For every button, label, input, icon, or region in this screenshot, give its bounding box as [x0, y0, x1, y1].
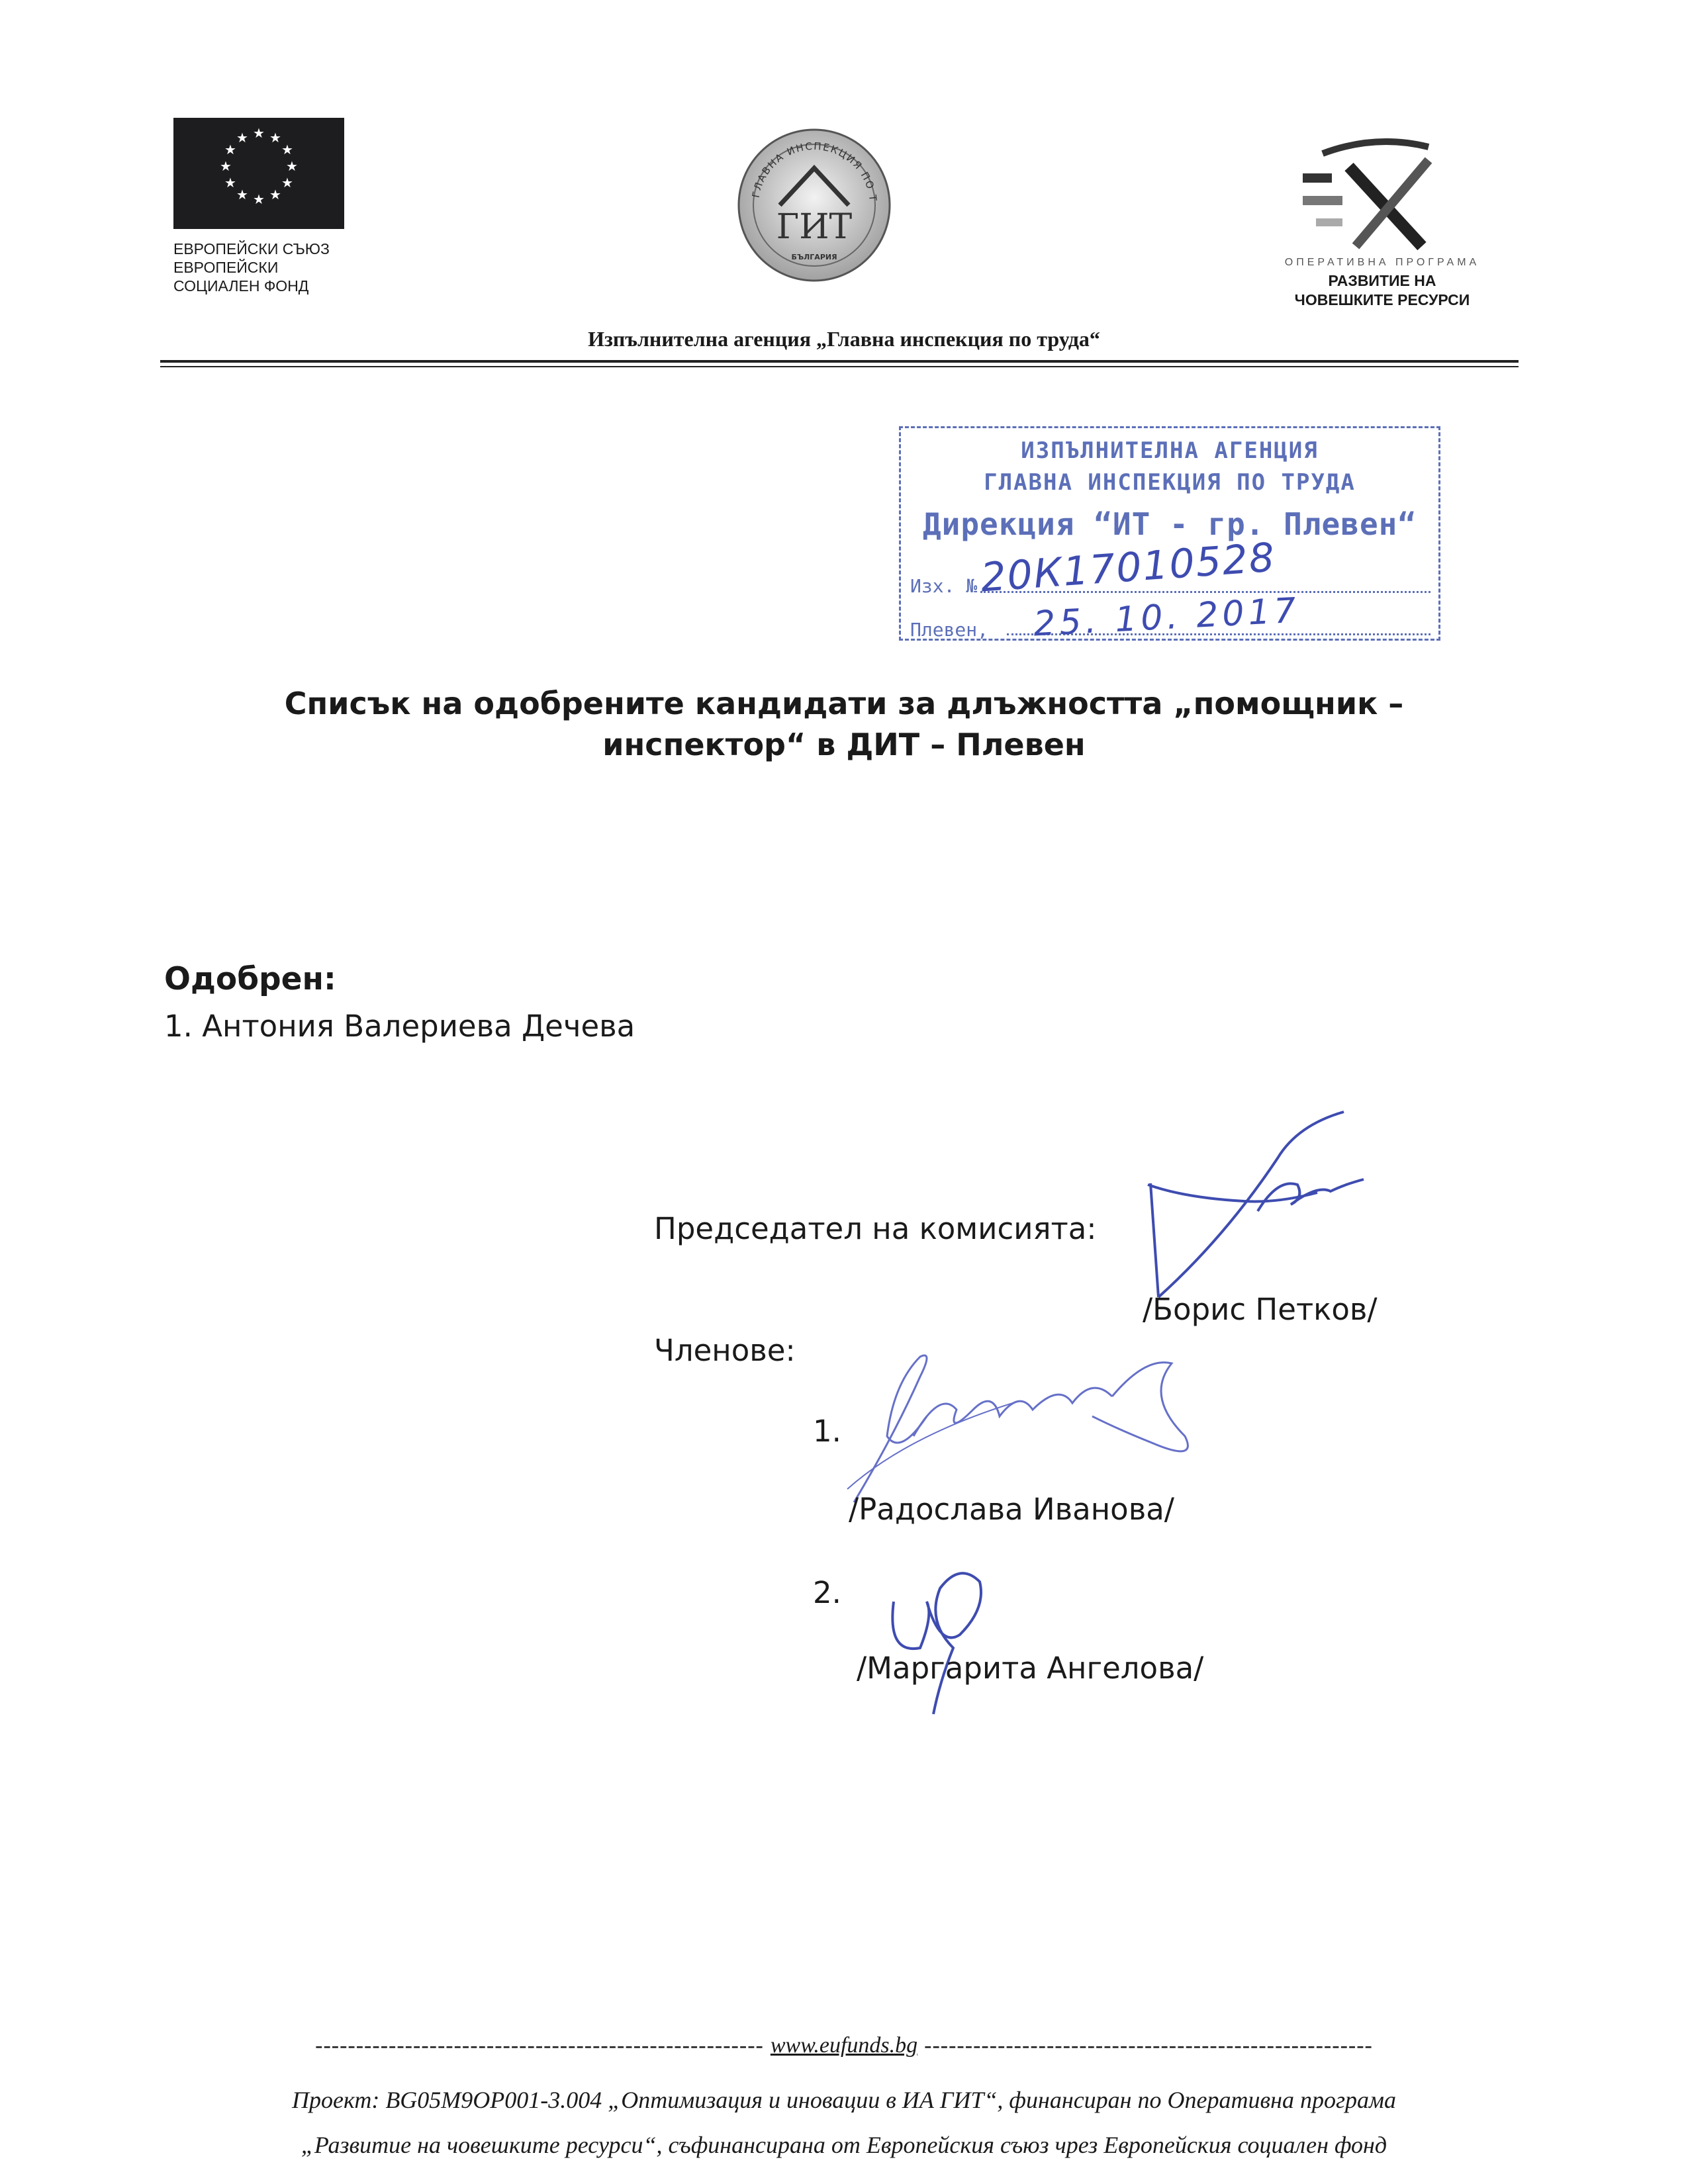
op-logo-line: РАЗВИТИЕ НА [1328, 272, 1436, 289]
eu-logo-caption [173, 240, 330, 295]
approved-item: 1. Антония Валериева Дечева [164, 1009, 635, 1044]
member-1-signature [841, 1337, 1211, 1509]
title-line: Списък на одобрените кандидати за длъжността „помощник – [284, 686, 1404, 721]
op-logo-name [1263, 271, 1501, 310]
chair-signature [1145, 1105, 1410, 1304]
op-hr-logo-mark [1296, 127, 1468, 259]
logo-ring-text: ГЛАВНА ИНСПЕКЦИЯ ПО Т [749, 140, 880, 203]
stamp-date: 25. 10. 2017 [1032, 590, 1301, 645]
svg-text:★: ★ [224, 175, 236, 191]
logo-monogram: ГИТ [776, 207, 853, 247]
svg-text:★: ★ [220, 158, 232, 174]
svg-text:★: ★ [236, 187, 248, 203]
stamp-out-number: 20К17010528 [979, 534, 1278, 602]
eu-caption-line: ЕВРОПЕЙСКИ [173, 259, 279, 276]
svg-text:★: ★ [269, 187, 281, 203]
eu-flag-logo [173, 118, 344, 229]
svg-text:★: ★ [224, 142, 236, 158]
stamp-line-inspectorate: ГЛАВНА ИНСПЕКЦИЯ ПО ТРУДА [984, 469, 1356, 496]
stamp-place-label: Плевен, [910, 619, 989, 641]
svg-text:★: ★ [253, 125, 265, 141]
header-divider-thin [160, 366, 1519, 367]
eu-caption-line: ЕВРОПЕЙСКИ СЪЮЗ [173, 240, 330, 257]
eu-caption-line: СОЦИАЛЕН ФОНД [173, 277, 309, 295]
members-label: Членове: [654, 1333, 796, 1368]
labour-inspectorate-logo [736, 127, 892, 283]
footer-website-link[interactable]: www.eufunds.bg [770, 2033, 918, 2058]
chair-label: Председател на комисията: [654, 1211, 1097, 1246]
title-line: инспектор“ в ДИТ – Плевен [602, 727, 1086, 762]
stamp-line-agency: ИЗПЪЛНИТЕЛНА АГЕНЦИЯ [1021, 437, 1319, 464]
header-divider [160, 360, 1519, 363]
svg-text:★: ★ [286, 158, 298, 174]
svg-text:★: ★ [281, 175, 293, 191]
stamp-line-directorate: Дирекция “ИТ - гр. Плевен“ [922, 506, 1417, 542]
member-name: /Маргарита Ангелова/ [857, 1651, 1204, 1686]
chair-name: /Борис Петков/ [1143, 1292, 1378, 1327]
footer-project-line: Проект: BG05M9OP001-3.004 „Оптимизация и иновации в ИА ГИТ“, финансиран по Оперативна програма [291, 2087, 1397, 2113]
eu-stars-icon [173, 118, 344, 229]
document-title [0, 683, 1688, 765]
registration-stamp [899, 426, 1440, 645]
logo-country: БЪЛГАРИЯ [791, 253, 837, 261]
footer-website-line [0, 2033, 1688, 2058]
member-2-signature [880, 1562, 1000, 1721]
svg-text:★: ★ [236, 130, 248, 146]
footer-dashes: ------------------------------------------------------- [924, 2033, 1373, 2058]
svg-text:★: ★ [281, 142, 293, 158]
op-logo-subtitle: ОПЕРАТИВНА ПРОГРАМА [1284, 257, 1480, 268]
footer-dashes: ------------------------------------------------------- [315, 2033, 764, 2058]
op-logo-line: ЧОВЕШКИТЕ РЕСУРСИ [1294, 291, 1470, 308]
svg-text:★: ★ [253, 191, 265, 207]
member-name: /Радослава Иванова/ [849, 1492, 1174, 1527]
approved-heading: Одобрен: [164, 961, 336, 997]
svg-text:★: ★ [269, 130, 281, 146]
member-number: 2. [813, 1575, 841, 1610]
agency-heading: Изпълнителна агенция „Главна инспекция по труда“ [588, 327, 1100, 351]
member-number: 1. [813, 1414, 841, 1449]
footer-funding-line: „Развитие на човешките ресурси“, съфинансирана от Европейския съюз чрез Европейския социален фонд [301, 2132, 1387, 2158]
stamp-out-label: Изх. № [910, 575, 978, 597]
